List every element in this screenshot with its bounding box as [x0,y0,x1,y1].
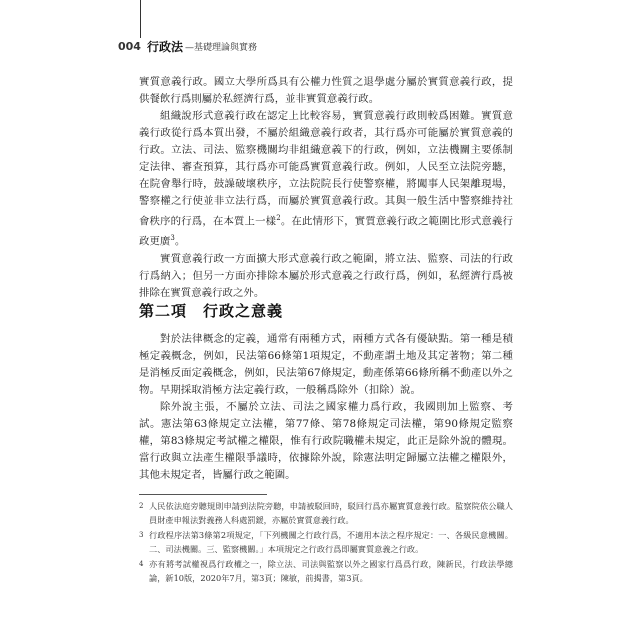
paragraph-2-end: 。 [174,235,186,248]
paragraph-3: 實質意義行政一方面擴大形式意義行政之範圍，將立法、監察、司法的行政行爲納入；但另一方面亦排除本屬於形式意義之行政行爲，例如，私經濟行爲被排除在實質意義行政之外。 [139,252,513,299]
paragraph-2 [139,108,513,251]
footnotes [139,500,513,587]
paragraph-5: 除外說主張，不屬於立法、司法之國家權力爲行政，我國則加上監察、考試。憲法第63條規定立法權，第77條、第78條規定司法權，第90條規定監察權，第83條規定考試權之權限，惟有行政院職權未規定，此正是除外說的體現。當行政與立法產生權限爭議時，依據除外說，除憲法明定歸屬立法權之權限外，其他未規定者，皆屬行政之範圍。 [139,401,513,481]
footnote [139,500,513,527]
paragraph-4: 對於法律概念的定義，通常有兩種方式，兩種方式各有優缺點。第一種是積極定義概念，例如，民法第66條第1項規定，不動產謂土地及其定著物；第二種是消極反面定義概念，例如，民法第67條規定，動產係第66條所稱不動產以外之物。早期採取消極方法定義行政，一般稱爲除外（扣除）說。 [139,333,513,396]
body-text-lower [139,331,513,484]
body-text-upper [139,74,513,302]
paragraph-2-text: 組織說形式意義行政在認定上比較容易，實質意義行政則較爲困難。實質意義行政從行爲本質出發，不屬於組織意義行政者，其行爲亦可能屬於實質意義的行政。立法、司法、監察機關均非組織意義下的行政，例如，立法機關主要係制定法律、審查預算，其行爲亦可能爲實質意義行政。例如，人民至立法院旁聽，在院會舉行時，鼓譟破壞秩序，立法院院長行使警察權，將闖事人民架離現場，警察權之行使並非立法行爲，而屬於實質意義行政。其與一般生活中警察維持社會秩序的行爲，在本質上一樣 [139,110,513,228]
footnote-ref-2: 2 [276,214,281,222]
book-title: 行政法 [146,39,183,54]
footnote-number: 4 [139,560,144,568]
footnote [139,529,513,556]
footnote-ref-3: 3 [170,234,175,243]
footnote-divider [139,494,267,495]
footnote-text: 亦有將考試權視爲行政權之一，除立法、司法與監察以外之國家行爲爲行政，陳新民，行政法學總論，新10版，2020年7月，第3頁；陳敏，前揭書，第3頁。 [149,559,513,583]
paragraph-1: 實質意義行政。國立大學所爲具有公權力性質之退學處分屬於實質意義行政，提供餐飲行爲則屬於私經濟行爲，並非實質意義行政。 [139,76,513,105]
running-header [118,38,257,54]
section-heading: 第二項 行政之意義 [139,302,284,320]
footnote-number: 2 [139,502,144,510]
footnote-number: 3 [139,531,144,539]
header-vertical-rule [140,0,141,38]
book-subtitle: —基礎理論與實務 [184,42,257,53]
footnote-text: 行政程序法第3條第2項規定，「下列機關之行政行爲，不適用本法之程序規定：一、各級民意機關。二、司法機關。三、監察機關。」本項規定之行政行爲即屬實質意義之行政。 [149,530,513,554]
paragraph-2-tail: 。在此情形下，實質意義行政之範圍比形式意義行政更廣 [139,215,513,248]
footnote-text: 人民依法庭旁聽規則申請到法院旁聽，申請被駁回時，駁回行爲亦屬實質意義行政。監察院依公職人員財產申報法對義務人科處罰鍰，亦屬於實質意義行政。 [149,501,513,525]
footnote [139,558,513,585]
page-number: 004 [118,39,141,53]
